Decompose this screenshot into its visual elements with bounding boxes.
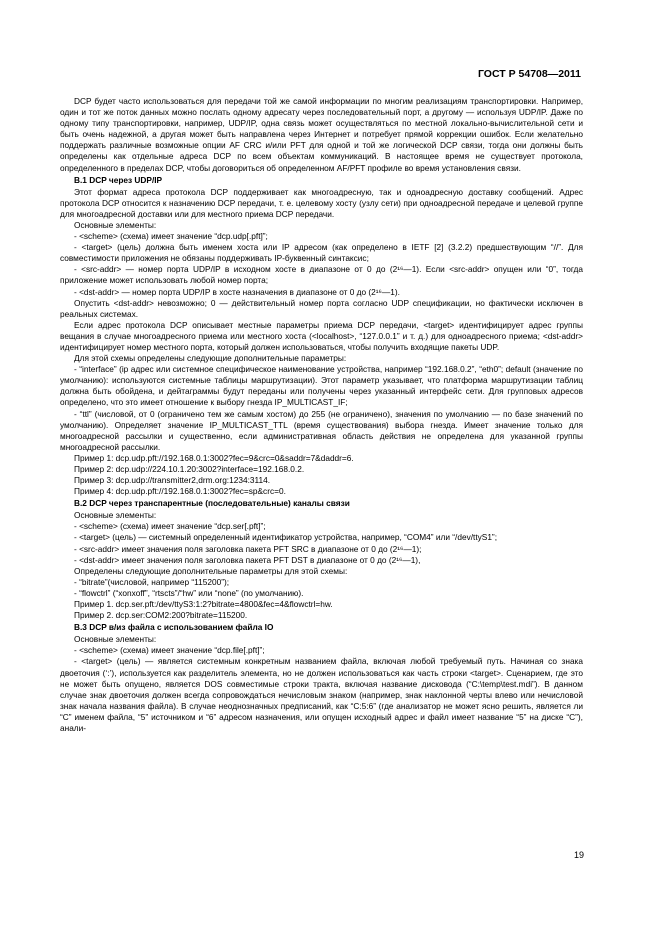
body-paragraph: Основные элементы: [74, 219, 157, 230]
list-item: - <target> (цель) — является системным конкретным названием файла, включая любой требуемый путь. Начиная со знака двоеточия (‘:’), используется как разделитель элемента, но не должен использоваться как часть строки <target>. Сценарием, где это не может быть опущено, является DOS совместимые строки тракта, включая название дисковода (“C:\temp\test.mdi”). В данном случае знак двоеточия должен всегда сопровождаться нечисловым знаком (например, знак наклонной черты влево или нечисловой знак начала названия файла). В случае неоднозначных предписаний, как “C:5:6” (где анализатор не может ясно решить, является ли “C” именем файла, “5” источником и “6” адресом назначения, или опущен исходный адрес и файл имеет название “5” на диске “C”), анали- [60, 656, 583, 733]
body-paragraph: DCP будет часто использоваться для передачи той же самой информации по многим реализациям транспортировки. Например, один и тот же поток данных можно послать одному адресату через последовательный порт, а другому — используя UDP/IP. Даже по одному типу транспортировки, например, UDP/IP, одна связь может осуществляться по местной локально-вычислительной сети и быть очень надежной, а другая может быть направлена через Интернет и потребует прямой коррекции ошибок. Если желательно поддержать различные возможные опции AF CRC и/или PFT для одной и той же логической DCP связи, тогда они должны быть определены как отдельные адреса DCP по всем объектам коммуникаций. В настоящее время не существует протокола, определенного в пределах DCP, чтобы договориться об определенном AF/PFT профиле во время установления связи. [60, 96, 583, 173]
body-paragraph: Определены следующие дополнительные параметры для этой схемы: [74, 565, 348, 576]
list-item: - <scheme> (схема) имеет значение “dcp.file[.pft]”; [74, 645, 265, 656]
example-line: Пример 2. dcp.ser:COM2:200?bitrate=115200. [74, 610, 248, 621]
example-line: Пример 2: dcp.udp://224.10.1.20:3002?interface=192.168.0.2. [74, 464, 305, 474]
list-item: - “flowctrl” (“xonxoff”, “rtscts”/“hw” или “none” (по умолчанию). [74, 587, 304, 598]
section-heading: В.3 DCP в/из файла с использованием файла IO [74, 622, 274, 633]
list-item: - <dst-addr> имеет значения поля заголовка пакета PFT DST в диапазоне от 0 до (2¹⁶—1), [74, 554, 421, 565]
list-item: - <target> (цель) — системный определенный идентификатор устройства, например, “COM4” или “/dev/ttyS1”; [74, 532, 498, 543]
body-paragraph: Опустить <dst-addr> невозможно; 0 — действительный номер порта согласно UDP спецификации, но фактически исключен в реальных системах. [60, 297, 583, 319]
list-item: - <target> (цель) должна быть именем хоста или IP адресом (как определено в IETF [2] (3.2.2) предшествующим “//”. Для совместимости приложения не обязаны поддерживать IP-буквенный синтаксис; [60, 242, 583, 264]
section-heading: В.1 DCP через UDP/IP [74, 174, 163, 185]
list-item: - <src-addr> имеет значения поля заголовка пакета PFT SRC в диапазоне от 0 до (2¹⁶—1); [74, 543, 422, 554]
example-line: Пример 1: dcp.udp.pft://192.168.0.1:3002?fec=9&crc=0&saddr=7&daddr=6. [74, 452, 354, 463]
section-heading: В.2 DCP через транспарентные (последовательные) каналы связи [74, 498, 350, 509]
body-paragraph: Основные элементы: [74, 510, 157, 521]
list-item: - <src-addr> — номер порта UDP/IP в исходном хосте в диапазоне от 0 до (2¹⁶—1). Если <src-addr> опущен или “0”, тогда приложение может использовать любой номер порта; [60, 264, 583, 286]
list-item: - “interface” (ip адрес или системное специфическое наименование устройства, например “192.168.0.2”, “eth0”; default (значение по умолчанию): используются системные таблицы маршрутизации). Этот параметр указывает, что платформа маршрутизации таблиц должна быть обойдена, и дейтаграммы будут переданы или получены через указанный интерфейс сети. Для групповых адресов определено, что это имеет отношение к выбору гнезда IP_MULTICAST_IF; [60, 364, 583, 408]
list-item: - <dst-addr> — номер порта UDP/IP в хосте назначения в диапазоне от 0 до (2¹⁶—1). [74, 286, 400, 297]
page-number: 19 [573, 850, 584, 860]
list-item: - “ttl” (числовой, от 0 (ограничено тем же самым хостом) до 255 (не ограничено), значения по умолчанию — по базе значений по умолчанию). Определяет значение IP_MULTICAST_TTL (время существования) выбора гнезда. Имеет значение только для многоадресной рассылки и существенно, если административная область действия не определена для указанной группы многоадресной рассылки. [60, 408, 583, 452]
standard-designation: ГОСТ Р 54708—2011 [477, 68, 581, 80]
body-paragraph: Основные элементы: [74, 634, 157, 645]
list-item: - “bitrate”(числовой, например “115200”); [74, 576, 230, 587]
example-line: Пример 1. dcp.ser.pft:/dev/ttyS3:1:2?bitrate=4800&fec=4&flowctrl=hw. [74, 599, 333, 610]
body-paragraph: Если адрес протокола DCP описывает местные параметры приема DCP передачи, <target> идентифицирует адрес группы вещания в случае многоадресного приема или местного хоста (<localhost>, “127.0.0.1” и т. д.) для одноадресного приема; <dst-addr> идентифицирует номер местного порта, который должен использоваться, чтобы получить входящие пакеты UDP. [60, 319, 583, 352]
body-paragraph: Для этой схемы определены следующие дополнительные параметры: [74, 353, 347, 364]
document-body [60, 96, 583, 734]
body-paragraph: Этот формат адреса протокола DCP поддерживает как многоадресную, так и одноадресную доставку сообщений. Адрес протокола DCP относится к назначению DCP передачи, т. е. целевому хосту (узлу сети) при одноадресной передаче и целевой группе для многоадресной доставки или для местного приема DCP передачи. [60, 186, 583, 219]
example-line: Пример 3: dcp.udp://transmitter2,drm.org:1234:3114. [74, 475, 271, 486]
list-item: - <scheme> (схема) имеет значение “dcp.udp[.pft]”; [74, 231, 268, 242]
list-item: - <scheme> (схема) имеет значение “dcp.ser[.pft]”; [74, 521, 266, 532]
example-line: Пример 4: dcp.udp.pft://192.168.0.1:3002?fec=sp&crc=0. [74, 486, 286, 497]
